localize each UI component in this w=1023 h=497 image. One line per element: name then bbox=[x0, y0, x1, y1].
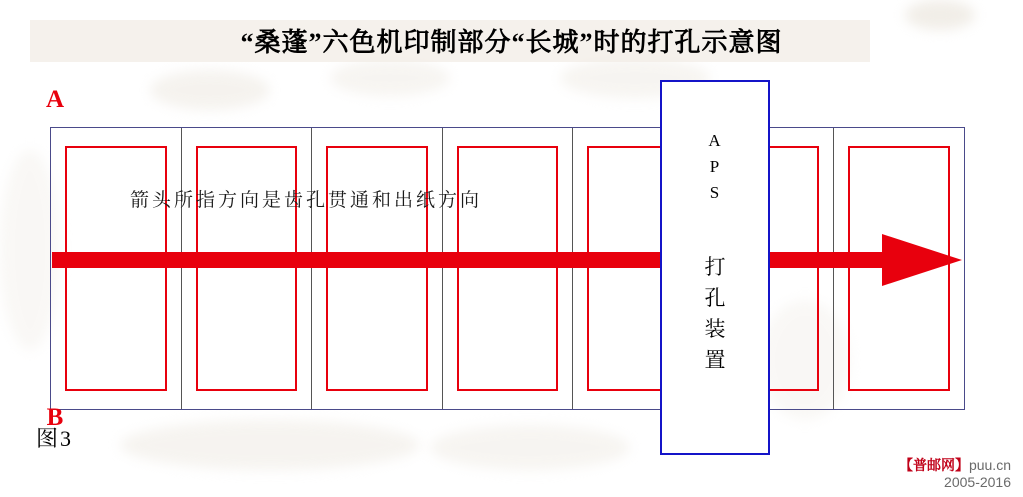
stamp-frame bbox=[326, 146, 428, 391]
watermark-domain: puu.cn bbox=[968, 457, 1011, 473]
aps-label-b: B bbox=[46, 404, 64, 431]
scan-artifact bbox=[430, 425, 630, 470]
stamp-frame bbox=[196, 146, 298, 391]
scan-artifact bbox=[120, 420, 420, 470]
aps-cn-char-4: 置 bbox=[704, 348, 726, 372]
aps-cn-char-2: 孔 bbox=[704, 286, 726, 310]
figure-label: 图3 bbox=[36, 426, 74, 451]
stamp-pane bbox=[182, 128, 313, 409]
aps-label-a: A bbox=[45, 86, 65, 113]
stamp-strip bbox=[50, 127, 965, 410]
aps-letter-2: P bbox=[709, 157, 721, 176]
scan-artifact bbox=[150, 70, 270, 110]
stamp-pane bbox=[51, 128, 182, 409]
aps-cn-char-1: 打 bbox=[704, 255, 726, 279]
watermark-years: 2005-2016 bbox=[944, 474, 1011, 490]
feed-arrow-shaft-left bbox=[52, 252, 660, 268]
page-title: “桑蓬”六色机印制部分“长城”时的打孔示意图 bbox=[240, 28, 783, 57]
aps-latin-label bbox=[660, 128, 770, 206]
watermark-brand: 【普邮网】 bbox=[898, 457, 969, 473]
stamp-pane bbox=[312, 128, 443, 409]
watermark bbox=[899, 457, 1011, 491]
stamp-frame bbox=[457, 146, 559, 391]
aps-letter-3: S bbox=[709, 183, 721, 202]
stamp-frame bbox=[65, 146, 167, 391]
aps-letter-1: A bbox=[708, 131, 722, 150]
aps-chinese-label bbox=[660, 252, 770, 376]
feed-arrow-head-icon bbox=[882, 234, 962, 286]
scan-artifact bbox=[330, 60, 450, 96]
stamp-pane bbox=[443, 128, 574, 409]
aps-cn-char-3: 装 bbox=[704, 317, 726, 341]
feed-direction-caption: 箭头所指方向是齿孔贯通和出纸方向 bbox=[130, 190, 483, 211]
watermark-line-1 bbox=[899, 457, 1011, 474]
feed-arrow-shaft-right bbox=[770, 252, 888, 268]
